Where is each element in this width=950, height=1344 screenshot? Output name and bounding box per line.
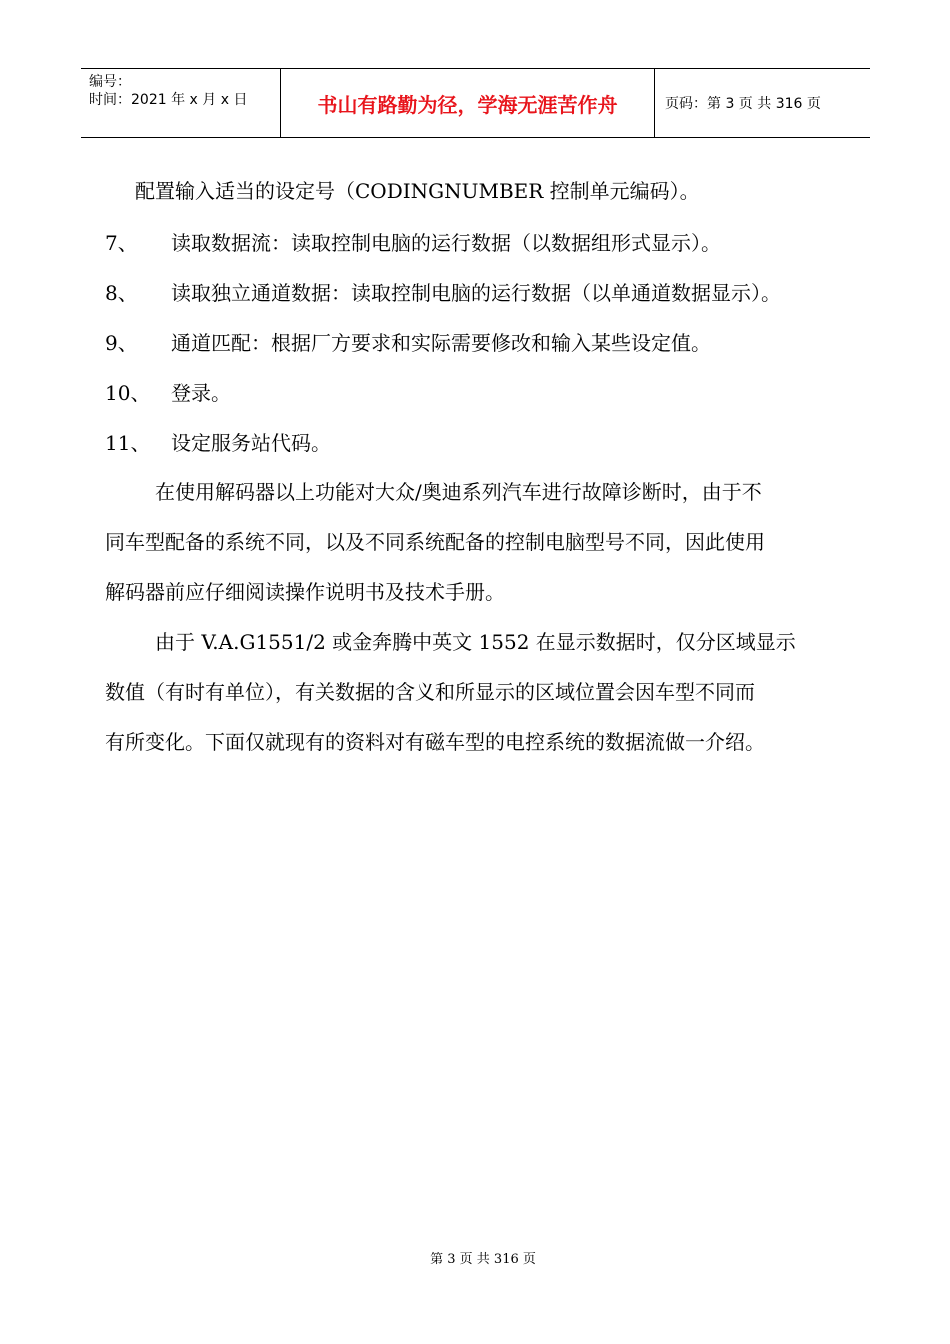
paragraph-line: 解码器前应仔细阅读操作说明书及技术手册。: [105, 580, 505, 604]
list-item-number: 11、: [105, 431, 151, 455]
paragraph-line: 有所变化。下面仅就现有的资料对有磁车型的电控系统的数据流做一介绍。: [105, 730, 765, 754]
list-item: [105, 330, 711, 356]
list-item: [105, 380, 231, 406]
paragraph-line: 由于 V.A.G1551/2 或金奔腾中英文 1552 在显示数据时，仅分区域显示: [155, 630, 796, 654]
header-meta: [81, 69, 281, 137]
list-item: [105, 230, 721, 256]
paragraph-line: 在使用解码器以上功能对大众/奥迪系列汽车进行故障诊断时，由于不: [155, 480, 762, 504]
header-page-number: 页码：第 3 页 共 316 页: [665, 96, 821, 112]
list-item-text: 登录。: [171, 381, 231, 405]
list-item-text: 读取数据流：读取控制电脑的运行数据（以数据组形式显示）。: [171, 231, 721, 255]
list-item-text: 读取独立通道数据：读取控制电脑的运行数据（以单通道数据显示）。: [171, 281, 781, 305]
paragraph-line: 数值（有时有单位），有关数据的含义和所显示的区域位置会因车型不同而: [105, 680, 755, 704]
list-item: [105, 280, 781, 306]
list-item-number: 7、: [105, 231, 138, 255]
list-item-text: 通道匹配：根据厂方要求和实际需要修改和输入某些设定值。: [171, 331, 711, 355]
page-header: [81, 68, 870, 138]
page-footer: 第 3 页 共 316 页: [430, 1252, 536, 1267]
document-date: 时间：2021 年 x 月 x 日: [89, 92, 248, 108]
body-line-coding: 配置输入适当的设定号（CODINGNUMBER 控制单元编码）。: [135, 179, 700, 203]
document-number-label: 编号：: [89, 74, 131, 90]
header-motto: 书山有路勤为径，学海无涯苦作舟: [281, 69, 655, 137]
list-item: [105, 430, 331, 456]
list-item-number: 9、: [105, 331, 138, 355]
list-item-number: 10、: [105, 381, 151, 405]
list-item-number: 8、: [105, 281, 138, 305]
list-item-text: 设定服务站代码。: [171, 431, 331, 455]
paragraph-line: 同车型配备的系统不同，以及不同系统配备的控制电脑型号不同，因此使用: [105, 530, 765, 554]
